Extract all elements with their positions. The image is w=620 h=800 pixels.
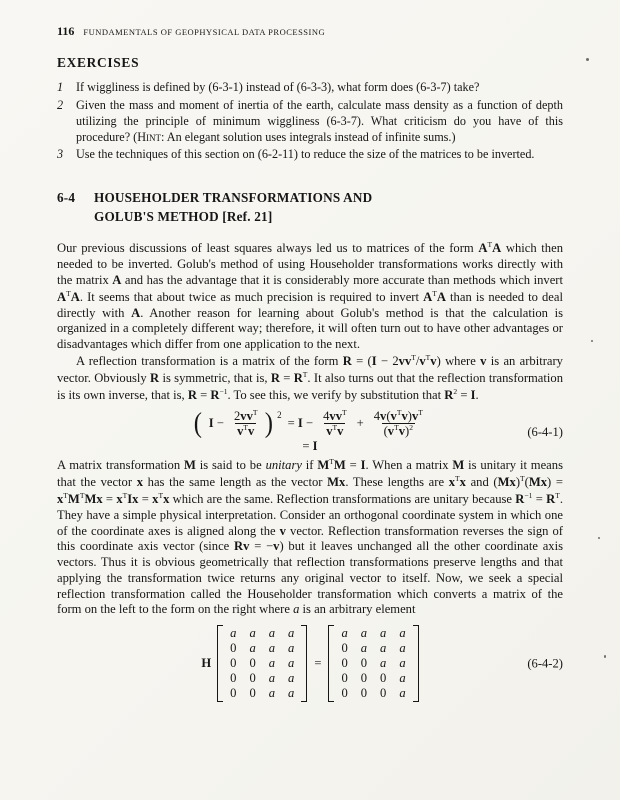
matrix-cell: a xyxy=(288,626,295,641)
fraction-3 xyxy=(372,409,425,439)
matrix-cell: a xyxy=(399,671,406,686)
equation-number: (6-4-1) xyxy=(527,424,563,439)
matrix-grid xyxy=(223,625,301,702)
matrix-cell: a xyxy=(399,686,406,701)
matrix-cell: 0 xyxy=(341,641,348,656)
scan-speck xyxy=(591,340,593,342)
matrix-cell: a xyxy=(341,626,348,641)
matrix-cell: a xyxy=(249,641,256,656)
exercises-list xyxy=(57,80,563,163)
matrix-cell: a xyxy=(360,626,368,641)
paragraph-1: Our previous discussions of least squares always led us to matrices of the form $A^TA$ which then needed to be inverted. Golub's method of using Householder transformations works directly with the matrix A and has the advantage that it is considerably more accurate than methods which invert $A^TA$. It seems that about twice as much precision is required to invert $A^TA$ than is needed to deal directly with A. Another reason for learning about Golub's method is that the calculation is organized in a completely different way; therefore, it will often turn out to have other advantages or disadvantages which differ from one application to the next. xyxy=(57,240,563,352)
left-matrix xyxy=(217,625,307,702)
fraction-1 xyxy=(232,409,260,439)
equation-6-4-2 xyxy=(57,625,563,702)
scan-speck xyxy=(586,58,589,61)
matrix-cell: 0 xyxy=(380,671,387,686)
matrix-cell: a xyxy=(399,641,406,656)
exercises-heading: EXERCISES xyxy=(57,55,140,70)
matrix-cell: 0 xyxy=(230,686,237,701)
matrix-cell: a xyxy=(380,641,387,656)
exercise-number: 1 xyxy=(57,80,64,94)
paragraph-3: A matrix transformation M is said to be unitary if $M^TM = I$. When a matrix M is unitary it means that the vector x has the same length as the vector Mx. These lengths are $x^Tx$ and $(Mx)^T(Mx) = x^TM^TMx = x^TIx = x^Tx$ which are the same. Reflection transformations are unitary because $R^{-1} = R^T$. They have a simple physical interpretation. Consider an orthogonal coordinate system in which one of the coordinate axes is aligned along the v vector. Reflection transformation reverses the sign of this coordinate axis vector (since Rv = −v) but it leaves unchanged all the other coordinate axis vectors. Thus it is obvious geometrically that reflection transformations preserve lengths and that applying the transformation twice returns any original vector to itself. Now, we seek a special reflection transformation called the Householder transformation which converts a matrix of the form on the left to the form on the right where a is an arbitrary element xyxy=(57,457,564,617)
section-title xyxy=(94,189,372,226)
plus-sign: + xyxy=(356,415,364,430)
equals-identity-minus: = I − xyxy=(287,415,314,430)
section-title-line1: HOUSEHOLDER TRANSFORMATIONS AND xyxy=(94,190,373,206)
matrix-cell: a xyxy=(380,656,387,671)
close-paren: ) xyxy=(265,406,274,439)
section-heading xyxy=(57,189,563,226)
right-bracket-icon xyxy=(301,625,307,702)
householder-symbol: H xyxy=(201,656,212,671)
matrix-cell: a xyxy=(268,686,276,701)
equation-number: (6-4-2) xyxy=(527,656,563,671)
equals-sign: = xyxy=(314,656,322,671)
fraction-2 xyxy=(321,409,349,439)
running-title: FUNDAMENTALS OF GEOPHYSICAL DATA PROCESSING xyxy=(83,27,326,37)
matrix-cell: a xyxy=(230,626,237,641)
matrix-cell: a xyxy=(399,626,406,641)
matrix-cell: 0 xyxy=(360,656,368,671)
matrix-cell: a xyxy=(268,641,276,656)
identity-minus: I − xyxy=(208,415,224,430)
open-paren: ( xyxy=(193,406,203,439)
fraction-denominator: $v^Tv$ xyxy=(237,422,255,439)
matrix-cell: a xyxy=(288,656,295,671)
paragraph-2: A reflection transformation is a matrix of the form $R = (I - 2vv^T/v^Tv)$ where v is an arbitrary vector. Obviously R is symmetric, that is, $R = R^T$. It also turns out that the reflection transformation is its own inverse, that is, $R = R^{-1}$. To see this, we verify by substitution that $R^2 = I$. xyxy=(57,352,563,402)
fraction-denominator: $v^Tv$ xyxy=(326,422,344,439)
scan-speck xyxy=(598,537,600,539)
fraction-numerator: $2vv^T$ xyxy=(233,407,258,423)
matrix-cell: 0 xyxy=(341,686,348,701)
matrix-cell: 0 xyxy=(249,671,256,686)
exercise-item-3 xyxy=(57,147,563,163)
exercise-number: 3 xyxy=(57,147,64,162)
right-matrix xyxy=(328,625,418,702)
matrix-cell: 0 xyxy=(249,686,256,701)
equation-line-1 xyxy=(57,406,563,439)
matrix-cell: a xyxy=(288,641,295,656)
matrix-cell: a xyxy=(288,671,295,686)
exercise-text: Use the techniques of this section on (6-2-11) to reduce the size of the matrices to be inverted. xyxy=(76,147,535,162)
exercise-item-1 xyxy=(57,80,563,96)
matrix-cell: a xyxy=(399,656,406,671)
section-number: 6-4 xyxy=(57,190,76,206)
matrix-cell: a xyxy=(249,626,256,641)
matrix-cell: 0 xyxy=(341,656,348,671)
matrix-cell: 0 xyxy=(360,671,368,686)
matrix-cell: 0 xyxy=(380,686,387,701)
matrix-cell: a xyxy=(268,656,276,671)
exercise-text: Given the mass and moment of inertia of the earth, calculate mass density as a function of depth utilizing the principle of minimum wiggliness (6-3-7). What criticism do you have of this procedure? (Hint: An elegant solution uses integrals instead of infinite sums.) xyxy=(76,97,563,144)
exercise-text: If wiggliness is defined by (6-3-1) instead of (6-3-3), what form does (6-3-7) take? xyxy=(76,80,480,94)
fraction-denominator: $(v^Tv)^2$ xyxy=(383,422,413,439)
equation-6-4-1 xyxy=(57,406,563,455)
fraction-numerator: $4vv^T$ xyxy=(323,407,347,423)
equation-line-2: = I xyxy=(302,439,318,454)
matrix-cell: 0 xyxy=(360,686,368,701)
matrix-cell: 0 xyxy=(230,656,237,671)
matrix-cell: 0 xyxy=(230,671,237,686)
section-title-line2: GOLUB'S METHOD [Ref. 21] xyxy=(94,208,273,224)
matrix-cell: 0 xyxy=(341,671,348,686)
scan-speck xyxy=(604,655,606,658)
matrix-cell: a xyxy=(268,626,276,641)
right-bracket-icon xyxy=(413,625,419,702)
matrix-cell: a xyxy=(360,641,368,656)
exercise-item-2 xyxy=(57,98,563,146)
matrix-cell: 0 xyxy=(230,641,237,656)
matrix-cell: a xyxy=(288,686,295,701)
matrix-cell: a xyxy=(268,671,276,686)
fraction-numerator: $4v(v^Tv)v^T$ xyxy=(373,407,423,423)
exponent: 2 xyxy=(277,409,282,420)
exercise-number: 2 xyxy=(57,97,64,112)
matrix-cell: 0 xyxy=(249,656,256,671)
page-number: 116 xyxy=(57,24,75,38)
matrix-grid xyxy=(334,625,412,702)
matrix-cell: a xyxy=(380,626,387,641)
running-head xyxy=(57,24,563,39)
